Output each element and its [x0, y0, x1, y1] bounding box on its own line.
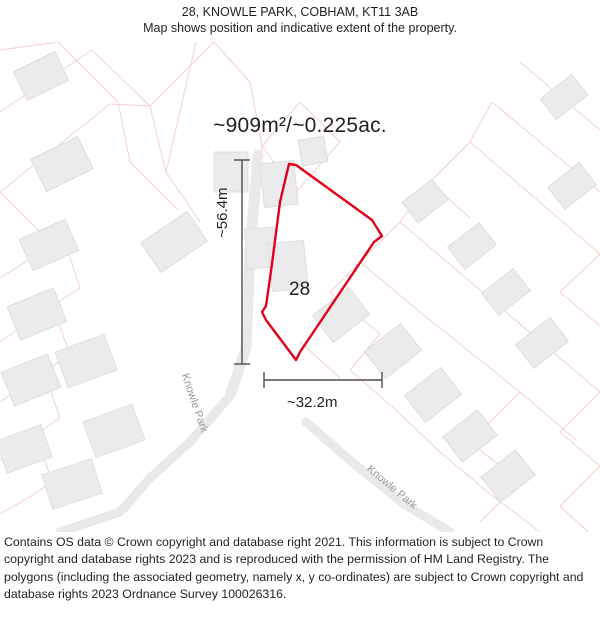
street-label-knowle-park-2: Knowle Park — [364, 463, 420, 512]
page-subtitle: Map shows position and indicative extent of the property. — [143, 21, 457, 35]
plot-number-label: 28 — [289, 279, 311, 300]
map-canvas[interactable] — [0, 42, 600, 532]
copyright-footer — [0, 534, 600, 604]
road-casing — [116, 154, 263, 512]
street-label-knowle-park-1: Knowle Park — [178, 372, 211, 435]
vertical-dimension-label: ~56.4m — [214, 187, 231, 238]
map-header — [0, 0, 600, 36]
area-label: ~909m²/~0.225ac. — [213, 114, 387, 137]
copyright-text: Contains OS data © Crown copyright and database right 2021. This information is subject to Crown copyright and database rights 2023 and is reproduced with the permission of HM Land Registry. The polygons (including the associated geometry, namely x, y co-ordinates) are subject to Crown copyright and database rights 2023 Ordnance Survey 100026316. — [4, 535, 584, 602]
horizontal-dimension-label: ~32.2m — [287, 394, 338, 411]
page-title: 28, KNOWLE PARK, COBHAM, KT11 3AB — [181, 5, 419, 19]
